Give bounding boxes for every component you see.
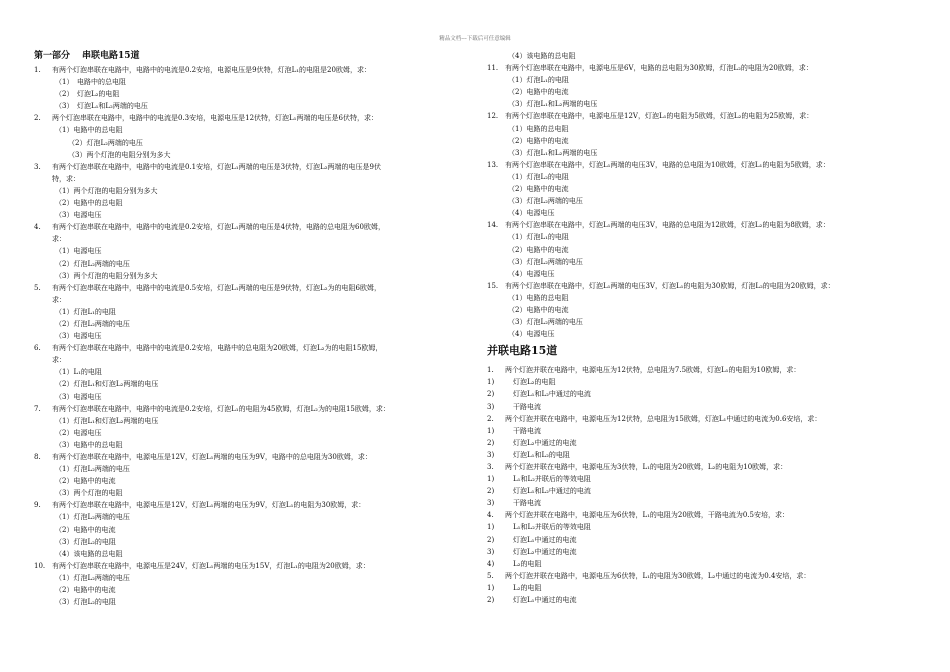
question-continuation: 特，求： <box>52 174 80 183</box>
question-text: 两个灯泡并联在电路中，电源电压为12伏特，总电阻为15欧姆，灯泡L₁中通过的电流为0.6安培，求： <box>505 414 822 423</box>
sub-question-line: （3）灯泡L₂两端的电压 <box>508 197 583 206</box>
sub-question-line: （2） 灯泡L₂的电阻 <box>55 90 120 99</box>
sub-question-line: （1）灯泡L₁的电阻 <box>508 233 569 242</box>
question-line <box>487 110 917 122</box>
question-text: 有两个灯泡串联在电路中，电路中的电流是0.2安培，电源电压是9伏特，灯泡L₁的电阻是20欧姆，求： <box>52 66 371 74</box>
sub-question-text: 干路电流 <box>513 499 541 508</box>
question-text: 有两个灯泡串联在电路中，灯泡L₁两端的电压3V，灯泡L₁的电阻为30欧姆，灯泡L₂的电阻为20欧姆，求： <box>505 281 835 290</box>
page-watermark: 精品文档---下载后可任意编辑 <box>439 36 511 42</box>
question-text: 有两个灯泡串联在电路中，灯泡L₁两端的电压3V，电路的总电阻为10欧姆，灯泡L₁的电阻为5欧姆，求： <box>505 160 830 169</box>
question-number: 1. <box>487 366 494 375</box>
sub-question-line: （2）电路中的电流 <box>508 185 569 194</box>
question-line <box>487 280 917 292</box>
question-number: 11. <box>487 64 499 73</box>
sub-question-line <box>487 473 917 485</box>
question-line <box>34 403 474 415</box>
sub-question-line: （1）灯泡L₂两端的电压 <box>55 513 130 522</box>
question-line <box>487 461 917 473</box>
sub-question-text: L₂的电阻 <box>513 583 542 592</box>
series-questions-list-continued <box>487 50 917 340</box>
question-line <box>34 451 474 463</box>
question-text: 两个灯泡并联在电路中，电源电压为12伏特，总电阻为7.5欧姆，灯泡L₁的电阻为10欧姆，求： <box>505 366 801 375</box>
right-column <box>487 50 917 606</box>
question-line <box>487 219 917 231</box>
sub-question-line: （1）灯泡L₂两端的电压 <box>55 573 130 582</box>
question-continuation: 求： <box>52 235 66 244</box>
sub-question-line: （1）灯泡L₂的电阻 <box>508 172 569 181</box>
sub-question-text: 灯泡L₂中通过的电流 <box>513 438 577 447</box>
question-text: 两个灯泡并联在电路中，电源电压为6伏特，L₁的电阻为30欧姆，L₂中通过的电流为0.4安培，求： <box>505 571 811 580</box>
sub-question-line: （2）灯泡L₁和灯泡L₂两端的电压 <box>55 380 159 389</box>
question-number: 4. <box>34 223 41 232</box>
sub-question-text: L₁和L₂并联后的等效电阻 <box>513 523 591 532</box>
sub-question-number: 1) <box>487 426 495 435</box>
sub-question-number: 2) <box>487 390 495 399</box>
question-line <box>487 413 917 425</box>
series-questions-list <box>34 64 474 608</box>
question-number: 9. <box>34 501 41 510</box>
sub-question-line: （1）电源电压 <box>55 247 102 256</box>
sub-question-line <box>487 534 917 546</box>
sub-question-line: （1）灯泡L₁的电阻 <box>55 307 116 316</box>
sub-question-line: （1）灯泡L₂两端的电压 <box>55 465 130 474</box>
sub-question-line: （4）电源电压 <box>508 330 555 339</box>
sub-question-line <box>487 401 917 413</box>
sub-question-line <box>487 485 917 497</box>
sub-question-number: 3) <box>487 547 495 556</box>
question-line <box>487 570 917 582</box>
question-number: 12. <box>487 112 499 121</box>
sub-question-line: （3） 灯泡L₁和L₂两端的电压 <box>55 102 148 111</box>
sub-question-line: （2）灯泡L₂两端的电压 <box>55 319 130 328</box>
question-number: 2. <box>487 414 494 423</box>
question-text: 有两个灯泡串联在电路中，电路中的电流是0.2安培，灯泡L₁的电阻为45欧姆，灯泡L₂为的电阻15欧姆，求： <box>52 404 390 413</box>
question-text: 两个灯泡并联在电路中，电源电压为3伏特，L₁的电阻为20欧姆，L₂的电阻为10欧姆，求： <box>505 463 788 471</box>
sub-question-line <box>487 437 917 449</box>
sub-question-line <box>487 594 917 606</box>
question-number: 15. <box>487 281 499 290</box>
sub-question-text: 灯泡L₁和L₂的电阻 <box>513 450 570 459</box>
sub-question-text: 干路电流 <box>513 426 541 435</box>
sub-question-line <box>487 425 917 437</box>
sub-question-line: （2）灯泡L₂两端的电压 <box>68 138 143 147</box>
sub-question-line: （3）灯泡L₂两端的电压 <box>508 318 583 327</box>
sub-question-line: （3）电源电压 <box>55 392 102 401</box>
sub-question-number: 4) <box>487 559 495 568</box>
question-line <box>487 364 917 376</box>
sub-question-line <box>487 521 917 533</box>
sub-question-line: （3）灯泡L₁和L₂两端的电压 <box>508 148 598 157</box>
sub-question-line: （3）电源电压 <box>55 211 102 220</box>
question-continuation: 求： <box>52 356 66 365</box>
question-number: 5. <box>34 283 41 292</box>
sub-question-number: 2) <box>487 596 495 605</box>
sub-question-line: （2）电路中的总电阻 <box>55 199 123 208</box>
sub-question-text: 灯泡L₂的电阻 <box>513 378 556 387</box>
sub-question-line: （1）灯泡L₁和灯泡L₂两端的电压 <box>55 416 159 425</box>
question-text: 两个灯泡并联在电路中，电源电压为6伏特，L₁的电阻为20欧姆，干路电流为0.5安培，求： <box>505 511 789 520</box>
question-number: 2. <box>34 114 41 123</box>
question-line <box>487 62 917 74</box>
sub-question-line: （2）电路中的电流 <box>508 305 569 314</box>
sub-question-line: （1）电路的总电阻 <box>508 293 569 302</box>
sub-question-line: （3）灯泡L₁和L₂两端的电压 <box>508 100 598 109</box>
question-line <box>34 112 474 124</box>
sub-question-line <box>487 558 917 570</box>
question-number: 13. <box>487 160 499 169</box>
sub-question-line: （1）电路的总电阻 <box>508 124 569 133</box>
question-text: 有两个灯泡串联在电路中，电路中的电流是0.2安培，灯泡L₁两端的电压是4伏特，电路的总电阻为60欧姆， <box>52 223 385 232</box>
question-number: 5. <box>487 571 494 580</box>
sub-question-line: （3）灯泡L₂的电阻 <box>55 598 116 607</box>
sub-question-line <box>487 582 917 594</box>
sub-question-line: （2）电路中的电流 <box>55 586 116 595</box>
sub-question-number: 1) <box>487 378 495 387</box>
question-line <box>34 499 474 511</box>
question-number: 6. <box>34 344 41 353</box>
left-column <box>34 50 474 608</box>
section-title-series <box>34 50 474 64</box>
question-number: 14. <box>487 221 499 230</box>
question-text: 有两个灯泡串联在电路中，电路中的电流是0.1安培，灯泡L₁两端的电压是3伏特，灯泡L₂两端的电压是9伏 <box>52 162 381 171</box>
sub-question-line: （1）两个灯泡的电阻分别为多大 <box>55 186 158 195</box>
sub-question-line <box>487 497 917 509</box>
question-text: 有两个灯泡串联在电路中，电源电压是12V，灯泡L₁两端的电压为9V，电路中的总电阻为30欧姆，求： <box>52 453 372 461</box>
question-line <box>487 509 917 521</box>
question-line <box>487 159 917 171</box>
sub-question-line: （3）两个灯泡的电阻分别为多大 <box>55 271 158 280</box>
sub-question-line <box>487 449 917 461</box>
question-text: 有两个灯泡串联在电路中，电源电压是24V，灯泡L₁两端的电压为15V，灯泡L₁的电阻为20欧姆，求： <box>52 561 370 570</box>
sub-question-line: （2）电路中的电流 <box>55 525 116 534</box>
sub-question-text: 灯泡L₁和L₂中通过的电流 <box>513 390 591 399</box>
question-line <box>34 221 474 233</box>
sub-question-number: 1) <box>487 583 495 592</box>
question-number: 1. <box>34 66 41 74</box>
sub-question-line: （2）电路中的电流 <box>508 88 569 97</box>
sub-question-line: （1）电路中的总电阻 <box>55 126 123 135</box>
sub-question-number: 2) <box>487 438 495 447</box>
sub-question-line: （2）电源电压 <box>55 428 102 437</box>
sub-question-text: 灯泡L₁中通过的电流 <box>513 535 577 544</box>
question-number: 8. <box>34 453 41 461</box>
sub-question-line: （3）灯泡L₂两端的电压 <box>508 257 583 266</box>
sub-question-text: L₁和L₂并联后的等效电阻 <box>513 475 591 484</box>
sub-question-number: 3) <box>487 402 495 411</box>
question-text: 有两个灯泡串联在电路中，电路中的电流是0.2安培，电路中的总电阻为20欧姆，灯泡L₂为的电阻15欧姆， <box>52 344 383 353</box>
sub-question-line: （3）两个灯泡的电阻分别为多大 <box>68 150 171 159</box>
question-line <box>34 342 474 354</box>
question-text: 有两个灯泡串联在电路中，电路中的电流是0.5安培，灯泡L₁两端的电压是9伏特，灯泡L₂为的电阻6欧姆， <box>52 283 381 292</box>
question-text: 有两个灯泡串联在电路中，电源电压是12V，灯泡L₁两端的电压为9V，灯泡L₁的电阻为30欧姆，求： <box>52 501 366 510</box>
question-line <box>34 560 474 572</box>
sub-question-line: （4）该电路的总电阻 <box>55 549 123 558</box>
sub-question-line: （3）两个灯泡的电阻 <box>55 489 123 498</box>
sub-question-line: （4）电源电压 <box>508 269 555 278</box>
question-number: 3. <box>487 463 494 471</box>
question-number: 4. <box>487 511 494 520</box>
sub-question-text: 灯泡L₂中通过的电流 <box>513 547 577 556</box>
sub-question-line: （1）L₁的电阻 <box>55 368 102 377</box>
section-name-label: 串联电路15道 <box>82 51 140 61</box>
sub-question-number: 1) <box>487 475 495 484</box>
question-number: 7. <box>34 404 41 413</box>
sub-question-line: （2）灯泡L₂两端的电压 <box>55 259 130 268</box>
sub-question-line: （1） 电路中的总电阻 <box>55 78 126 87</box>
sub-question-text: 干路电流 <box>513 402 541 411</box>
sub-question-number: 3) <box>487 450 495 459</box>
question-line <box>34 64 474 76</box>
sub-question-line <box>487 388 917 400</box>
sub-question-text: L₂的电阻 <box>513 559 542 568</box>
question-number: 3. <box>34 162 41 171</box>
question-line <box>34 282 474 294</box>
sub-question-number: 3) <box>487 499 495 508</box>
question-text: 有两个灯泡串联在电路中，电源电压是6V，电路的总电阻为30欧姆，灯泡L₂的电阻为20欧姆，求： <box>505 64 813 73</box>
sub-question-line: （2）电路中的电流 <box>508 245 569 254</box>
sub-question-line: （4）电源电压 <box>508 209 555 218</box>
question-text: 有两个灯泡串联在电路中，电源电压是12V，灯泡L₁的电阻为5欧姆，灯泡L₂的电阻为25欧姆，求： <box>505 112 814 121</box>
sub-question-line <box>487 376 917 388</box>
sub-question-line: （4）该电路的总电阻 <box>508 52 576 60</box>
sub-question-text: 灯泡L₁和L₂中通过的电流 <box>513 487 591 496</box>
question-line <box>34 161 474 173</box>
sub-question-line: （3）电源电压 <box>55 332 102 341</box>
question-number: 10. <box>34 561 46 570</box>
question-text: 两个灯泡串联在电路中，电路中的电流是0.3安培，电源电压是12伏特，灯泡L₁两端的电压是6伏特，求： <box>52 114 378 123</box>
sub-question-number: 2) <box>487 535 495 544</box>
sub-question-line: （3）灯泡L₂的电阻 <box>55 537 116 546</box>
section-title-parallel: 并联电路15道 <box>487 344 558 358</box>
sub-question-number: 2) <box>487 487 495 496</box>
sub-question-line: （3）电路中的总电阻 <box>55 440 123 449</box>
sub-question-line: （1）灯泡L₁的电阻 <box>508 76 569 85</box>
question-text: 有两个灯泡串联在电路中，灯泡L₁两端的电压3V，电路的总电阻为12欧姆，灯泡L₂的电阻为8欧姆，求： <box>505 221 830 230</box>
section-part-label: 第一部分 <box>34 51 71 61</box>
sub-question-line: （2）电路中的电流 <box>508 136 569 145</box>
sub-question-text: 灯泡L₁中通过的电流 <box>513 596 577 605</box>
parallel-questions-list <box>487 364 917 606</box>
sub-question-number: 1) <box>487 523 495 532</box>
sub-question-line: （2）电路中的电流 <box>55 477 116 486</box>
question-continuation: 求： <box>52 295 66 304</box>
sub-question-line <box>487 546 917 558</box>
